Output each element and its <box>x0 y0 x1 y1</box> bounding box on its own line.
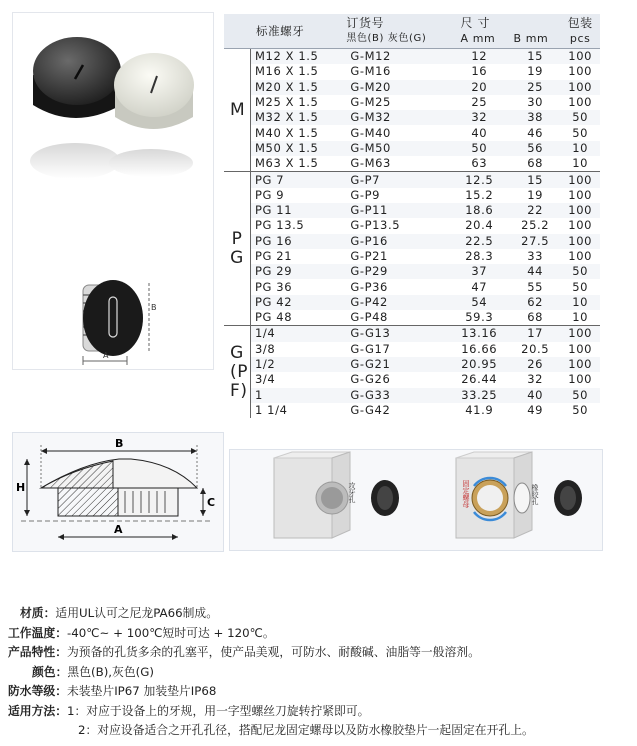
cell-dim-a: 50 <box>449 141 510 156</box>
cell-dim-b: 25.2 <box>521 218 550 233</box>
cell-thread-size: M63 X 1.5 <box>255 156 319 171</box>
dim-label-h: H <box>16 481 26 494</box>
cell-order-no: G-G33 <box>336 388 448 403</box>
cell-pack-qty: 50 <box>572 125 589 140</box>
table-row <box>224 234 600 249</box>
table-row <box>224 279 600 294</box>
installation-panel <box>229 449 603 551</box>
header-size: 尺 寸 A mm B mm <box>449 14 561 49</box>
spec-table <box>224 14 600 418</box>
cell-thread-size: M25 X 1.5 <box>255 95 319 110</box>
group-label: M <box>224 49 251 172</box>
cell-thread-size: PG 16 <box>251 234 337 249</box>
cell-thread-size: PG 11 <box>251 203 337 218</box>
cell-order-no: G-M32 <box>336 110 448 125</box>
table-row <box>224 249 600 264</box>
cell-order-no: G-G13 <box>336 326 448 342</box>
cell-pack-qty: 100 <box>568 187 593 202</box>
table-row <box>224 357 600 372</box>
cell-order-no: G-P11 <box>336 203 448 218</box>
cell-dim-a: 12.5 <box>449 172 510 188</box>
dim-label-b: B <box>115 437 124 450</box>
cell-dim-b: 32 <box>527 372 544 387</box>
cell-thread-size: M50 X 1.5 <box>251 141 337 156</box>
plug-side-sketch <box>83 280 149 365</box>
cell-dim-b: 62 <box>510 295 560 310</box>
cell-dim-a: 63 <box>471 156 488 171</box>
cell-dim-a: 59.3 <box>465 310 494 325</box>
cell-thread-size: PG 29 <box>251 264 337 279</box>
cell-dim-a: 47 <box>471 279 488 294</box>
cell-thread-size: PG 21 <box>255 249 293 263</box>
cell-dim-b: 20.5 <box>521 341 550 356</box>
dim-label-a: A <box>114 523 123 536</box>
cell-order-no: G-P13.5 <box>350 218 401 233</box>
desc-features: 产品特性： 为预备的孔货多余的孔塞平，使产品美观，可防水、耐酸碱、油脂等一般溶剂。 <box>8 645 480 659</box>
cell-order-no: G-G21 <box>336 357 448 372</box>
cell-dim-a: 32 <box>449 110 510 125</box>
cell-dim-a: 16.66 <box>461 341 498 356</box>
photo-label-b: B <box>151 303 157 312</box>
cell-pack-qty: 100 <box>568 64 593 79</box>
label-threaded-hole: 攻牙孔 <box>348 482 356 503</box>
cell-dim-a: 22.5 <box>449 234 510 249</box>
cell-order-no: G-G42 <box>350 402 391 417</box>
cell-pack-qty: 50 <box>560 110 600 125</box>
product-photo-panel <box>12 12 214 370</box>
cell-order-no: G-P29 <box>336 264 448 279</box>
gray-plug-shadow <box>109 149 193 177</box>
cell-dim-a: 20.4 <box>465 218 494 233</box>
cell-pack-qty: 100 <box>560 203 600 218</box>
cell-order-no: G-P48 <box>350 310 388 325</box>
table-row <box>224 156 600 172</box>
cell-dim-b: 27.5 <box>510 234 560 249</box>
group-label: G(PF) <box>224 326 251 418</box>
desc-color: 颜色： 黑色(B),灰色(G) <box>32 664 154 679</box>
cell-pack-qty: 50 <box>560 388 600 403</box>
table-row <box>224 95 600 110</box>
cell-thread-size: 3/4 <box>255 372 276 387</box>
cell-thread-size: M12 X 1.5 <box>251 49 337 65</box>
dimension-drawing <box>13 433 223 551</box>
cell-dim-a: 37 <box>449 264 510 279</box>
table-row <box>224 342 600 357</box>
cell-dim-b: 55 <box>527 279 544 294</box>
cell-thread-size: M40 X 1.5 <box>255 125 319 140</box>
cell-dim-b: 56 <box>510 141 560 156</box>
cell-dim-b: 15 <box>510 172 560 188</box>
desc-temperature: 工作温度： -40℃~ + 100℃短时可达 + 120℃。 <box>8 625 275 640</box>
header-thread: 标准螺牙 <box>224 14 336 49</box>
dimension-drawing-panel <box>12 432 224 552</box>
table-row <box>224 403 600 418</box>
desc-ip-rating: 防水等级： 未装垫片IP67 加装垫片IP68 <box>8 684 217 698</box>
cell-order-no: G-P36 <box>350 279 388 294</box>
cell-dim-b: 46 <box>527 125 544 140</box>
cell-thread-size: PG 13.5 <box>255 218 305 233</box>
cell-dim-b: 68 <box>527 156 544 171</box>
cell-dim-a: 40 <box>471 125 488 140</box>
cell-dim-b: 19 <box>527 64 544 79</box>
cell-thread-size: M32 X 1.5 <box>251 110 337 125</box>
table-row <box>224 218 600 233</box>
cell-dim-a: 33.25 <box>449 388 510 403</box>
cell-thread-size: PG 42 <box>251 295 337 310</box>
table-row <box>224 264 600 279</box>
desc-method: 适用方法： 1：对应于设备上的牙规，用一字型螺丝刀旋转拧紧即可。 <box>8 703 370 718</box>
cell-order-no: G-P21 <box>350 249 388 263</box>
table-row <box>224 203 600 218</box>
table-row <box>224 80 600 95</box>
cell-pack-qty: 100 <box>568 95 593 110</box>
cell-dim-a: 16 <box>471 64 488 79</box>
cell-dim-b: 17 <box>510 326 560 342</box>
header-pack: 包装 pcs <box>560 14 600 49</box>
cell-dim-a: 41.9 <box>465 402 494 417</box>
cell-pack-qty: 10 <box>572 310 589 325</box>
black-plug <box>33 37 121 105</box>
cell-dim-b: 26 <box>510 357 560 372</box>
cell-pack-qty: 100 <box>560 326 600 342</box>
cell-dim-a: 26.44 <box>461 372 498 387</box>
cell-order-no: G-M40 <box>350 125 391 140</box>
header-b-mm: B mm <box>513 32 549 45</box>
cell-thread-size: 1 <box>251 388 337 403</box>
table-row <box>224 141 600 156</box>
cell-order-no: G-G17 <box>350 341 391 356</box>
cell-dim-b: 33 <box>527 249 544 263</box>
table-row <box>224 372 600 387</box>
cell-dim-a: 20.95 <box>449 357 510 372</box>
table-row <box>224 49 600 65</box>
cell-dim-a: 54 <box>449 295 510 310</box>
desc-material: 材质： 适用UL认可之尼龙PA66制成。 <box>20 606 219 620</box>
table-row <box>224 310 600 326</box>
cell-order-no: G-G26 <box>350 372 391 387</box>
cell-dim-a: 20 <box>449 80 510 95</box>
cell-pack-qty: 50 <box>560 264 600 279</box>
cell-order-no: G-P16 <box>336 234 448 249</box>
table-row <box>224 295 600 310</box>
cell-thread-size: 3/8 <box>255 341 276 356</box>
cell-dim-b: 25 <box>510 80 560 95</box>
cell-order-no: G-M25 <box>350 95 391 110</box>
black-plug-shadow <box>30 143 120 179</box>
cell-order-no: G-M12 <box>336 49 448 65</box>
cell-pack-qty: 10 <box>572 156 589 171</box>
cell-dim-a: 12 <box>449 49 510 65</box>
cell-pack-qty: 100 <box>568 341 593 356</box>
table-row <box>224 64 600 79</box>
cell-thread-size: M16 X 1.5 <box>255 64 319 79</box>
cell-dim-b: 22 <box>510 203 560 218</box>
cell-order-no: G-M50 <box>336 141 448 156</box>
cell-thread-size: 1 1/4 <box>255 402 288 417</box>
cell-thread-size: PG 9 <box>255 187 285 202</box>
cell-order-no: G-M16 <box>350 64 391 79</box>
dim-label-c: C <box>207 496 216 509</box>
cell-dim-a: 18.6 <box>449 203 510 218</box>
cell-dim-a: 25 <box>471 95 488 110</box>
label-fixing-nut: 固定螺母 <box>462 480 470 508</box>
cell-thread-size: PG 36 <box>255 279 293 294</box>
cell-dim-b: 49 <box>527 402 544 417</box>
photo-label-a: A <box>103 351 109 360</box>
cell-pack-qty: 100 <box>560 172 600 188</box>
cell-pack-qty: 50 <box>572 402 589 417</box>
table-row <box>224 110 600 125</box>
cell-order-no: G-P42 <box>336 295 448 310</box>
label-rubber-washer: 橡胶孔 <box>531 484 539 505</box>
cell-order-no: G-P7 <box>336 172 448 188</box>
cell-pack-qty: 100 <box>560 357 600 372</box>
group-label: PG <box>224 172 251 326</box>
cell-thread-size: PG 7 <box>251 172 337 188</box>
cell-thread-size: M20 X 1.5 <box>251 80 337 95</box>
installation-illustration <box>230 450 602 550</box>
cell-dim-b: 15 <box>510 49 560 65</box>
cell-thread-size: PG 48 <box>255 310 293 325</box>
product-photo <box>13 13 213 369</box>
cell-pack-qty: 100 <box>560 49 600 65</box>
cell-pack-qty: 100 <box>560 80 600 95</box>
cell-dim-a: 28.3 <box>465 249 494 263</box>
product-description <box>8 604 633 741</box>
table-row <box>224 188 600 203</box>
cell-thread-size: 1/2 <box>251 357 337 372</box>
table-header-row <box>224 14 600 49</box>
desc-method-2: 2：对应设备适合之开孔孔径，搭配尼龙固定螺母以及防水橡胶垫片一起固定在开孔上。 <box>78 723 534 737</box>
cell-pack-qty: 100 <box>560 234 600 249</box>
cell-dim-b: 44 <box>510 264 560 279</box>
cell-pack-qty: 100 <box>568 372 593 387</box>
cell-dim-b: 30 <box>527 95 544 110</box>
cell-pack-qty: 10 <box>560 141 600 156</box>
table-row <box>224 125 600 140</box>
cell-dim-b: 38 <box>510 110 560 125</box>
cell-pack-qty: 100 <box>568 249 593 263</box>
cell-pack-qty: 10 <box>560 295 600 310</box>
cell-dim-a: 15.2 <box>465 187 494 202</box>
cell-order-no: G-M20 <box>336 80 448 95</box>
cell-dim-b: 68 <box>527 310 544 325</box>
cell-dim-a: 13.16 <box>449 326 510 342</box>
cell-pack-qty: 50 <box>572 279 589 294</box>
cell-dim-b: 40 <box>510 388 560 403</box>
header-a-mm: A mm <box>460 32 496 45</box>
cell-order-no: G-M63 <box>350 156 391 171</box>
cell-pack-qty: 100 <box>568 218 593 233</box>
table-row <box>224 172 600 188</box>
table-row <box>224 388 600 403</box>
cell-thread-size: 1/4 <box>251 326 337 342</box>
header-order: 订货号 黑色(B) 灰色(G) <box>336 14 448 49</box>
table-row <box>224 326 600 342</box>
cell-dim-b: 19 <box>527 187 544 202</box>
cell-order-no: G-P9 <box>350 187 381 202</box>
